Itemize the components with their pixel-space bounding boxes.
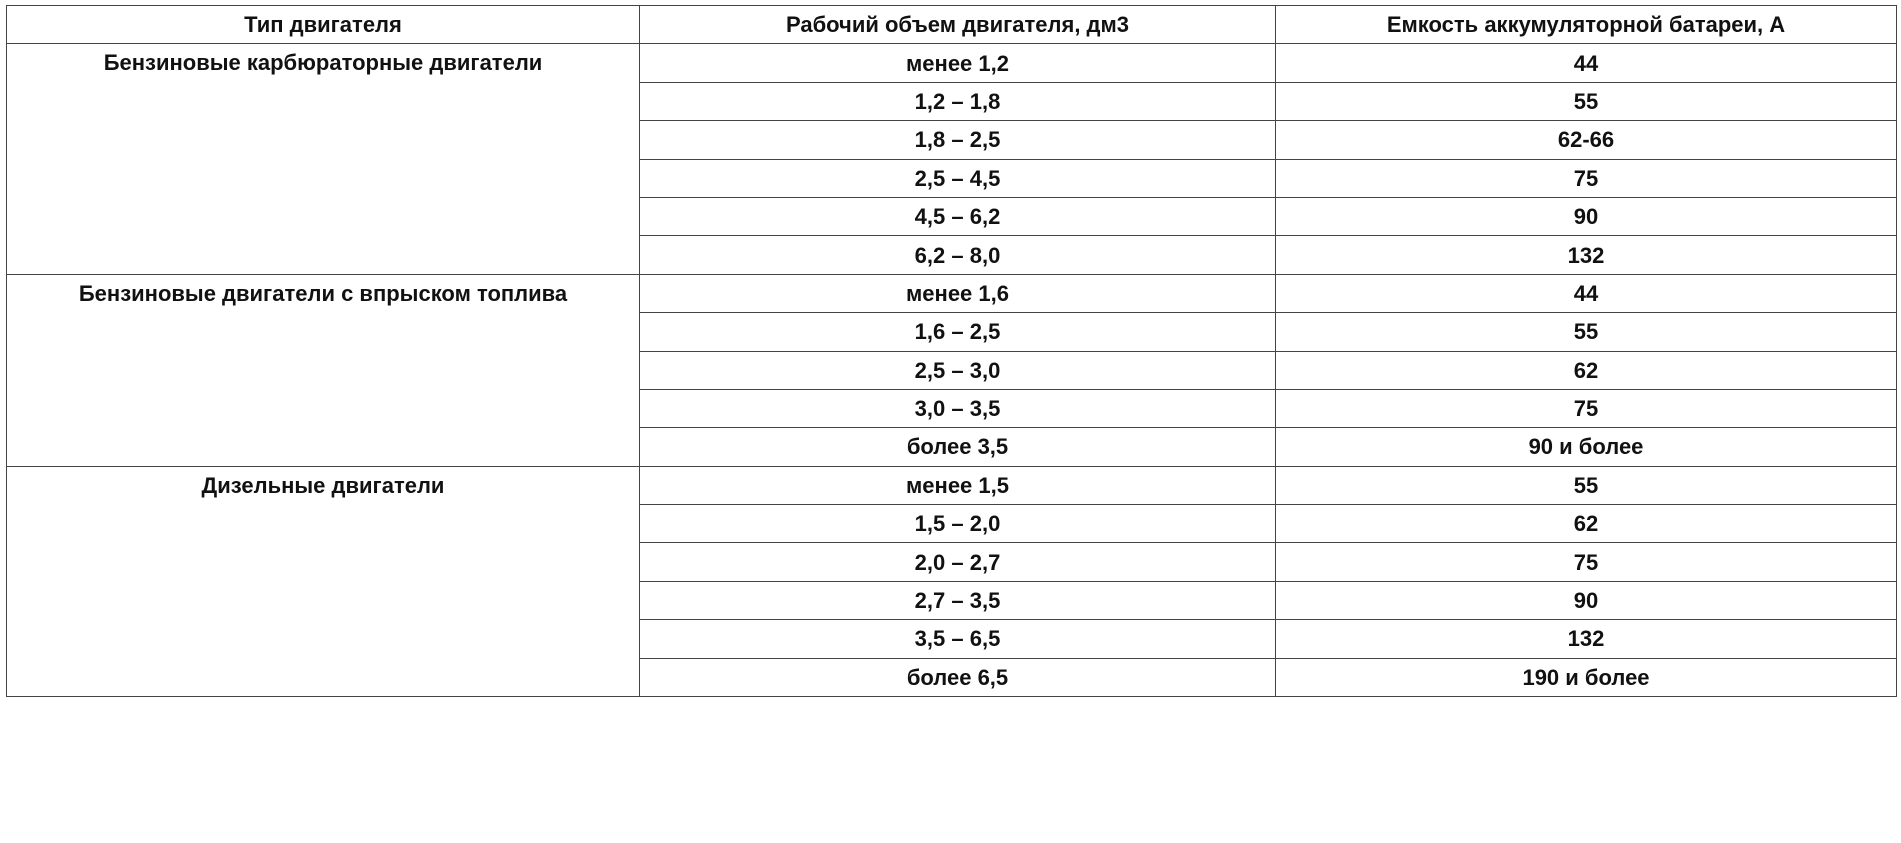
displacement-cell: 1,6 – 2,5: [640, 313, 1276, 351]
table-header-row: [7, 6, 1897, 44]
battery-capacity-cell: 75: [1276, 389, 1897, 427]
displacement-cell: 2,5 – 4,5: [640, 159, 1276, 197]
displacement-cell: менее 1,5: [640, 466, 1276, 504]
displacement-cell: 6,2 – 8,0: [640, 236, 1276, 274]
displacement-cell: 3,0 – 3,5: [640, 389, 1276, 427]
displacement-cell: более 6,5: [640, 658, 1276, 696]
engine-type-cell-injection-petrol: [7, 274, 640, 466]
battery-capacity-table: [6, 5, 1897, 697]
displacement-cell: более 3,5: [640, 428, 1276, 466]
engine-type-cell-diesel: [7, 466, 640, 696]
displacement-cell: 2,0 – 2,7: [640, 543, 1276, 581]
battery-capacity-cell: 132: [1276, 236, 1897, 274]
table-row: [7, 44, 1897, 82]
battery-capacity-cell: 44: [1276, 44, 1897, 82]
battery-capacity-cell: 62: [1276, 351, 1897, 389]
battery-capacity-cell: 44: [1276, 274, 1897, 312]
battery-capacity-cell: 90 и более: [1276, 428, 1897, 466]
battery-capacity-cell: 190 и более: [1276, 658, 1897, 696]
battery-capacity-cell: 75: [1276, 159, 1897, 197]
displacement-cell: 2,7 – 3,5: [640, 581, 1276, 619]
header-engine-displacement: Рабочий объем двигателя, дм3: [640, 6, 1276, 44]
displacement-cell: менее 1,6: [640, 274, 1276, 312]
battery-capacity-cell: 75: [1276, 543, 1897, 581]
displacement-cell: 3,5 – 6,5: [640, 620, 1276, 658]
displacement-cell: 1,5 – 2,0: [640, 505, 1276, 543]
table-row: [7, 274, 1897, 312]
displacement-cell: 1,8 – 2,5: [640, 121, 1276, 159]
engine-type-label: Бензиновые карбюраторные двигатели: [103, 50, 543, 76]
battery-capacity-cell: 62-66: [1276, 121, 1897, 159]
table-body: [7, 44, 1897, 697]
header-battery-capacity: Емкость аккумуляторной батареи, А: [1276, 6, 1897, 44]
battery-capacity-cell: 55: [1276, 82, 1897, 120]
displacement-cell: 1,2 – 1,8: [640, 82, 1276, 120]
battery-capacity-cell: 90: [1276, 197, 1897, 235]
engine-type-label: Дизельные двигатели: [201, 472, 445, 498]
displacement-cell: 2,5 – 3,0: [640, 351, 1276, 389]
engine-type-cell-carburetor-petrol: [7, 44, 640, 274]
engine-type-label: Бензиновые двигатели с впрыском топлива: [78, 280, 568, 306]
table-row: [7, 466, 1897, 504]
displacement-cell: 4,5 – 6,2: [640, 197, 1276, 235]
displacement-cell: менее 1,2: [640, 44, 1276, 82]
battery-capacity-cell: 90: [1276, 581, 1897, 619]
battery-capacity-cell: 132: [1276, 620, 1897, 658]
battery-capacity-cell: 55: [1276, 466, 1897, 504]
header-engine-type: Тип двигателя: [7, 6, 640, 44]
battery-capacity-cell: 62: [1276, 505, 1897, 543]
battery-capacity-cell: 55: [1276, 313, 1897, 351]
